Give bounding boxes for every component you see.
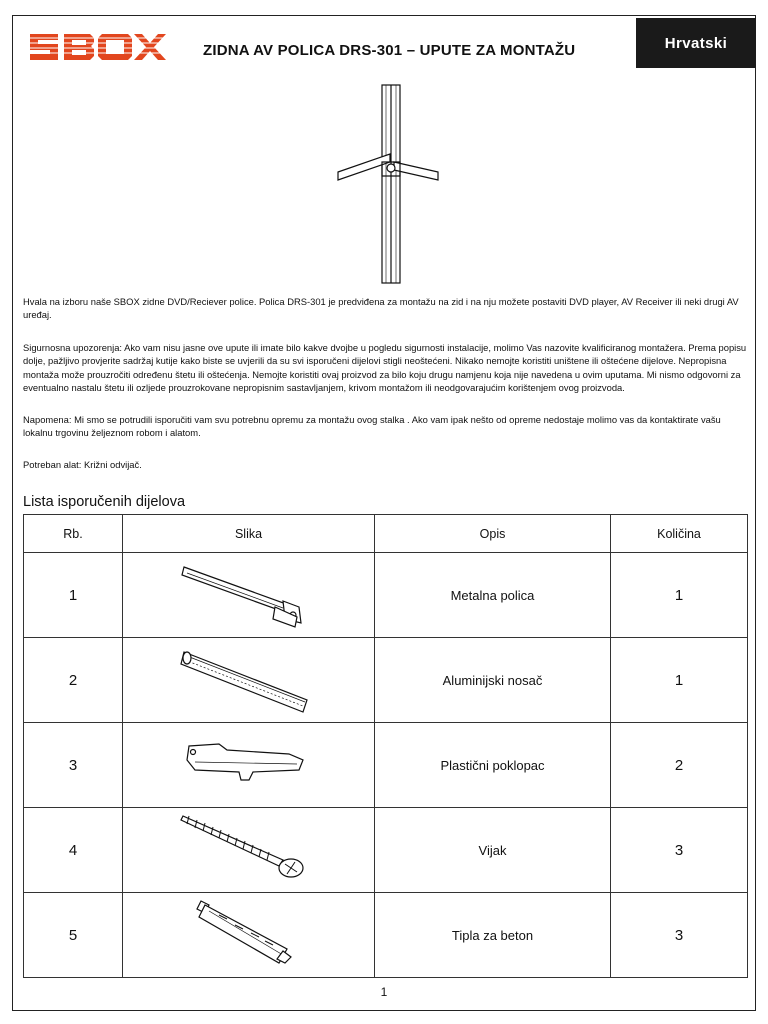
part-image-cell [123, 638, 375, 723]
row-number: 3 [24, 723, 123, 808]
aluminium-bracket-icon [179, 642, 319, 718]
safety-paragraph: Sigurnosna upozorenja: Ako vam nisu jasne ove upute ili imate bilo kakve dvojbe u pogledu sigurnosti instalacije, molimo Vas nazovite kvalificiranog montažera. Prema popisu dolje, pažljivo provjerite sadržaj kutije kako biste se uvjerili da su svi isporučeni dijelovi stigli neoštećeni. Nikako nemojte koristiti uništene ili oštećene dijelove. Nepropisna montaža može prouzročiti određenu štetu ili oštećenja. Nemojte koristiti ovaj proizvod za bilo koju drugu namjenu koja nije navedena u ovim uputama. Mi nismo odgovorni za eventualno nastalu štetu ili ozljede prouzrokovane nepropisnim sastavljanjem, krivom montažom ili neodgovarajućim korištenjem ovog proizvoda. [23, 342, 747, 394]
column-header: Količina [611, 515, 748, 553]
part-description: Tipla za beton [375, 893, 611, 978]
tools-paragraph: Potreban alat: Križni odvijač. [23, 459, 142, 470]
part-description: Plastični poklopac [375, 723, 611, 808]
parts-table [23, 514, 748, 978]
table-row [24, 723, 748, 808]
part-image-cell [123, 723, 375, 808]
row-number: 2 [24, 638, 123, 723]
row-number: 4 [24, 808, 123, 893]
table-row [24, 808, 748, 893]
page-title: ZIDNA AV POLICA DRS-301 – UPUTE ZA MONTAŽU [203, 42, 576, 59]
screw-icon [179, 812, 319, 888]
part-quantity: 1 [611, 638, 748, 723]
sbox-logo [28, 30, 168, 64]
wall-plug-icon [179, 897, 319, 973]
part-image-cell [123, 553, 375, 638]
row-number: 5 [24, 893, 123, 978]
part-quantity: 3 [611, 893, 748, 978]
language-badge: Hrvatski [636, 18, 756, 68]
note-paragraph: Napomena: Mi smo se potrudili isporučiti vam svu potrebnu opremu za montažu ovog stalka . Ako vam ipak nešto od opreme nedostaje molimo vas da kontaktirate vašu lokalnu trgovinu željeznom robom i alatom. [23, 414, 721, 439]
part-image-cell [123, 808, 375, 893]
shelf-illustration [330, 82, 445, 287]
part-quantity: 3 [611, 808, 748, 893]
table-header-row [24, 515, 748, 553]
part-description: Aluminijski nosač [375, 638, 611, 723]
plastic-cover-icon [179, 740, 319, 790]
column-header: Rb. [24, 515, 123, 553]
intro-paragraph: Hvala na izboru naše SBOX zidne DVD/Reciever police. Polica DRS-301 je predviđena za montažu na zid i na nju možete postaviti DVD player, AV Receiver ili neki drugi AV uređaj. [23, 296, 739, 321]
metal-shelf-icon [179, 557, 319, 633]
table-row [24, 553, 748, 638]
column-header: Opis [375, 515, 611, 553]
part-quantity: 2 [611, 723, 748, 808]
part-image-cell [123, 893, 375, 978]
row-number: 1 [24, 553, 123, 638]
table-row [24, 638, 748, 723]
column-header: Slika [123, 515, 375, 553]
part-quantity: 1 [611, 553, 748, 638]
brand-text: SBOX [28, 30, 31, 31]
part-description: Metalna polica [375, 553, 611, 638]
table-row [24, 893, 748, 978]
parts-list-title: Lista isporučenih dijelova [23, 494, 186, 510]
page-number: 1 [380, 985, 388, 999]
part-description: Vijak [375, 808, 611, 893]
